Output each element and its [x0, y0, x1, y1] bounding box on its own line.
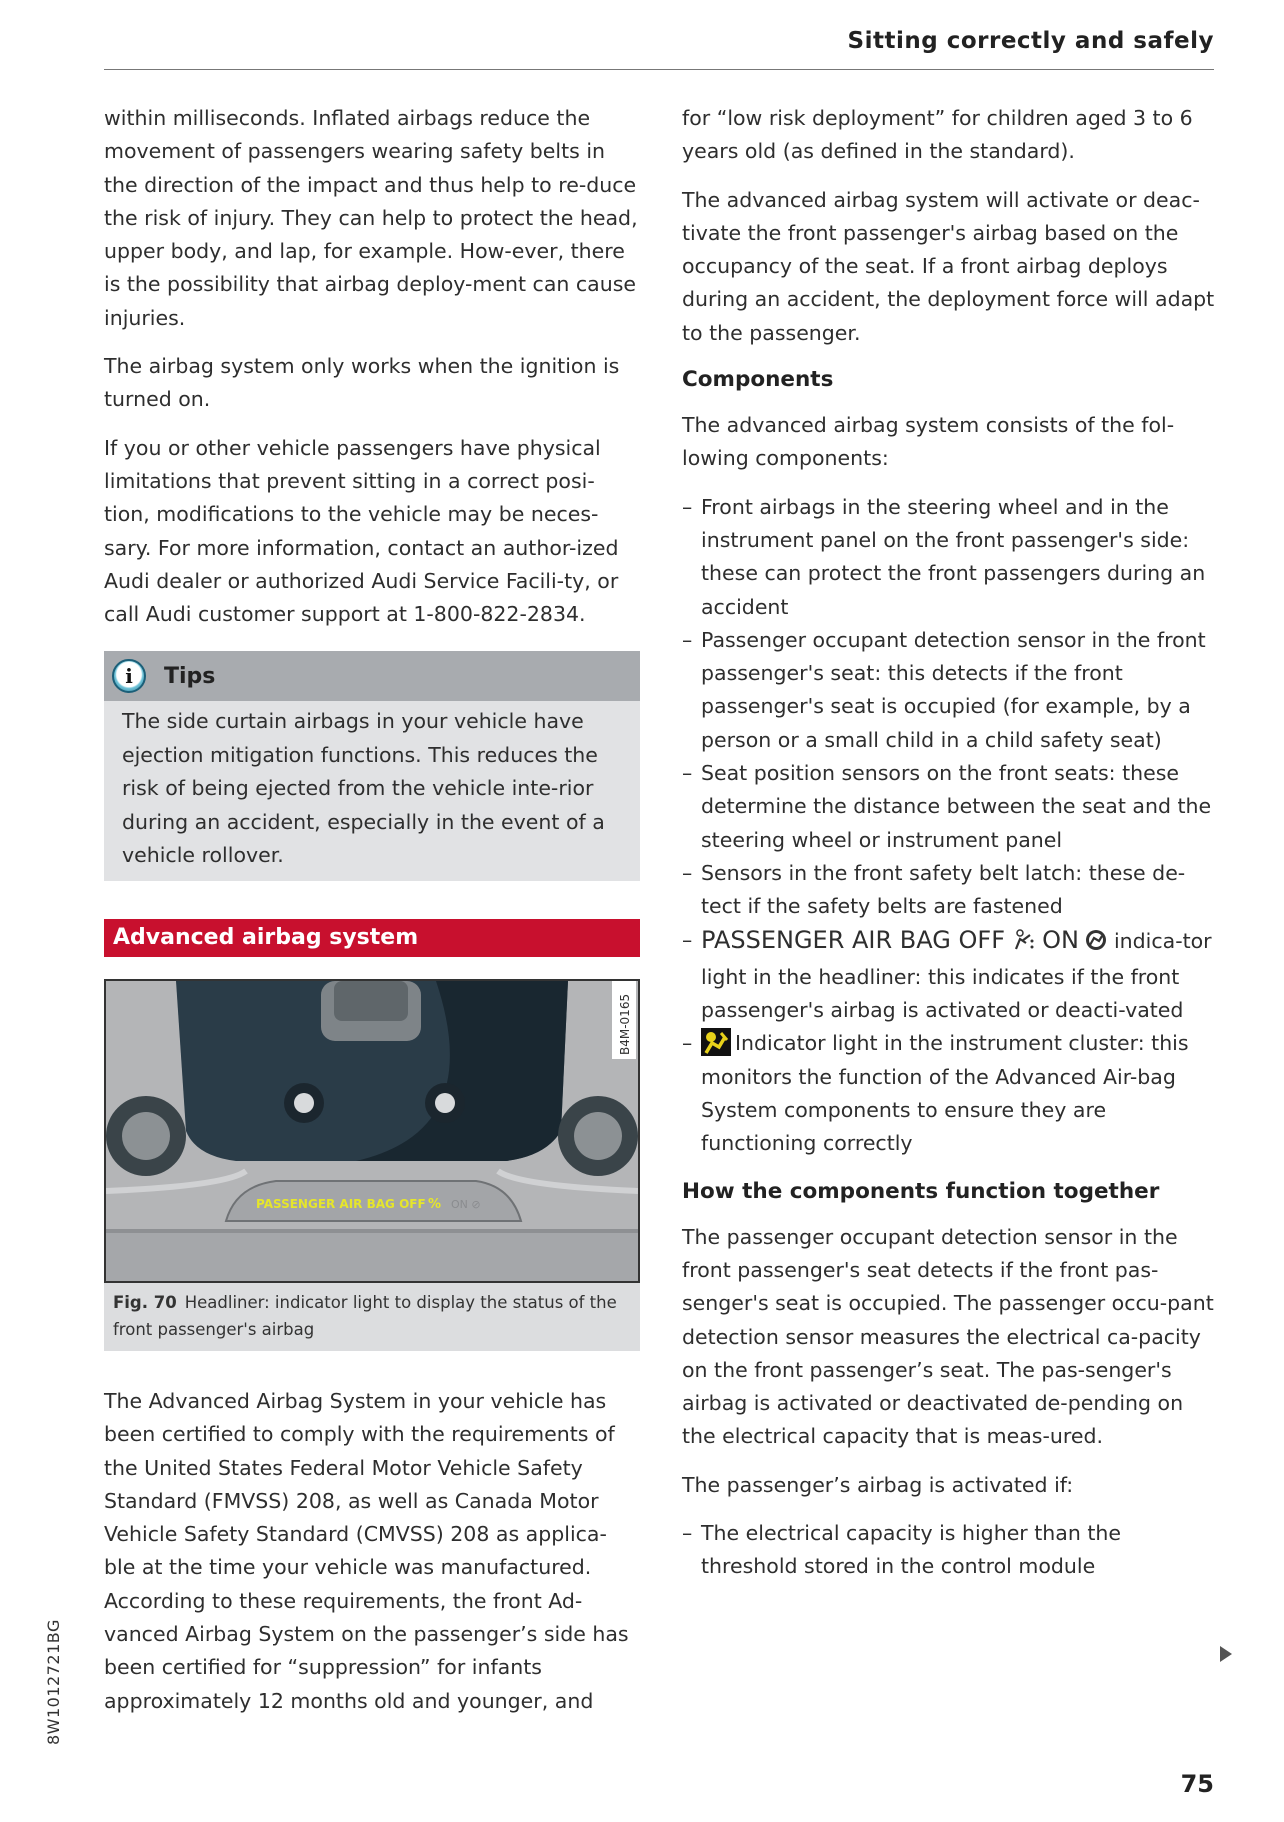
indicator-text: indica-tor light in the headliner: this indicates if the front passenger's airbag is activated or deacti-vated — [701, 928, 1212, 1023]
together-heading: How the components function together — [682, 1178, 1160, 1204]
body-paragraph: within milliseconds. Inflated airbags reduce the movement of passengers wearing safety belts in the direction of the impact and thus help to re-duce the risk of injury. They can help to protect the head, upper body, and lap, for example. How-ever, there is the possibility that airbag deploy-ment can cause injuries. — [104, 106, 638, 330]
info-icon: i — [112, 659, 146, 693]
figure-code: B4M-0165 — [618, 993, 632, 1055]
figure-headliner — [104, 979, 640, 1283]
page-number: 75 — [1180, 1770, 1214, 1798]
headliner-illustration — [106, 981, 638, 1281]
figure-caption-text: Headliner: indicator light to display the status of the front passenger's airbag — [113, 1292, 617, 1339]
activated-if-text: The passenger’s airbag is activated if: — [682, 1472, 1074, 1497]
tips-header — [104, 651, 640, 701]
tips-body — [104, 701, 640, 881]
together-text: The passenger occupant detection sensor in the front passenger's seat detects if the front pas-senger's seat is occupied. The passenger occu-pant detection sensor measures the electrical ca-pacity on the front passenger’s seat. The pas-senger's airbag is activated or deactivated de-pending on the electrical capacity that is meas-ured. — [682, 1224, 1214, 1449]
list-item: – Sensors in the front safety belt latch: these de-tect if the safety belts are fastened — [682, 857, 1216, 924]
header-divider — [104, 69, 1214, 70]
components-intro: The advanced airbag system consists of the fol-lowing components: — [682, 413, 1175, 471]
document-code: 8W1012721BG — [44, 1619, 63, 1745]
activated-list — [682, 1517, 1216, 1584]
tips-box — [104, 651, 640, 881]
airbag-off-icon — [1012, 928, 1036, 961]
list-item-cluster — [682, 1027, 1216, 1160]
components-heading: Components — [682, 367, 834, 393]
body-paragraph: The advanced airbag system will activate or deac-tivate the front passenger's airbag based on the occupancy of the seat. If a front airbag deploys during an accident, the deployment force will adapt to the passenger. — [682, 187, 1215, 345]
section-heading-bar — [104, 919, 640, 957]
list-item: – Passenger occupant detection sensor in the front passenger's seat: this detects if the front passenger's seat is occupied (for example, by a person or a small child in a child safety seat) — [682, 624, 1216, 757]
continue-arrow-icon — [1220, 1646, 1232, 1662]
on-label: ON — [1042, 925, 1079, 954]
airbag-on-icon — [1085, 928, 1107, 961]
tips-text: The side curtain airbags in your vehicle have ejection mitigation functions. This reduces the risk of being ejected from the vehicle inte-rior during an accident, especially in the event of a vehicle rollover. — [122, 709, 605, 868]
svg-text:ON ⊘: ON ⊘ — [451, 1197, 481, 1211]
list-item: – The electrical capacity is higher than the threshold stored in the control module — [682, 1517, 1216, 1584]
svg-text:%: % — [428, 1196, 442, 1212]
figure-label: Fig. 70 — [113, 1292, 177, 1312]
airbag-warning-icon — [701, 1028, 731, 1056]
section-title: Advanced airbag system — [113, 925, 419, 951]
running-header-title: Sitting correctly and safely — [847, 28, 1214, 54]
list-item: – Seat position sensors on the front seats: these determine the distance between the seat and the steering wheel or instrument panel — [682, 757, 1216, 857]
list-item-indicator — [682, 924, 1216, 1028]
components-list — [682, 491, 1216, 1161]
cluster-text: Indicator light in the instrument cluster: this monitors the function of the Advanced Air-bag System components to ensure they are functioning correctly — [701, 1031, 1189, 1156]
list-item: – Front airbags in the steering wheel and in the instrument panel on the front passenger's side: these can protect the front passengers during an accident — [682, 491, 1216, 624]
off-label: PASSENGER AIR BAG OFF — [701, 925, 1005, 954]
body-paragraph: The Advanced Airbag System in your vehicle has been certified to comply with the requirements of the United States Federal Motor Vehicle Safety Standard (FMVSS) 208, as well as Canada Motor Vehicle Safety Standard (CMVSS) 208 as applica-ble at the time your vehicle was manufactured. According to these requirements, the front Ad-vanced Airbag System on the passenger’s side has been certified for “suppression” for infants approximately 12 months old and younger, and — [104, 1388, 629, 1713]
right-column — [682, 102, 1216, 1602]
body-paragraph: The airbag system only works when the ignition is turned on. — [104, 354, 620, 412]
left-column — [104, 102, 638, 1718]
indicator-off-text: PASSENGER AIR BAG OFF — [256, 1196, 426, 1211]
body-paragraph: If you or other vehicle passengers have physical limitations that prevent sitting in a correct posi-tion, modifications to the vehicle may be neces-sary. For more information, contact an author-ized Audi dealer or authorized Audi Service Facili-ty, or call Audi customer support at 1-800-822-2834. — [104, 435, 619, 627]
body-paragraph: for “low risk deployment” for children aged 3 to 6 years old (as defined in the standard). — [682, 106, 1193, 164]
tips-title: Tips — [164, 663, 216, 689]
figure-caption — [104, 1283, 640, 1351]
